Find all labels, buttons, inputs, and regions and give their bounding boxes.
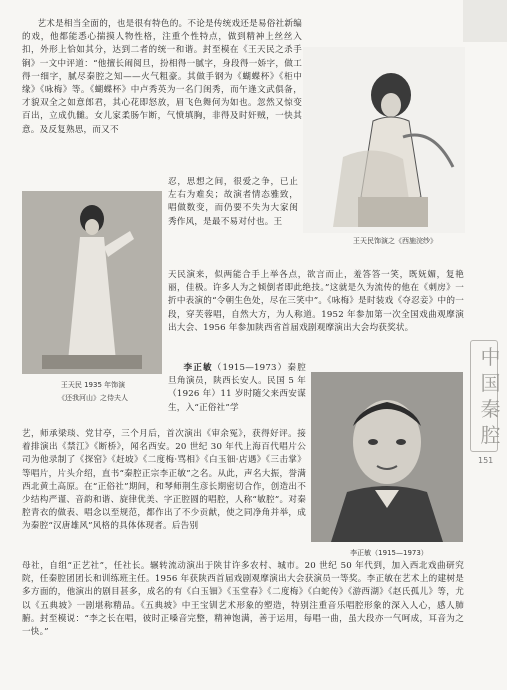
caption-photo-top: 王天民饰演之《西施浣纱》 bbox=[353, 237, 437, 245]
photo-wang-tianmin-xishi bbox=[303, 47, 465, 233]
side-title-char-1: 中 bbox=[480, 345, 501, 369]
paragraph-li-intro: 李正敏（1915—1973）秦腔旦角演员，陕西长安人。民国 5 年（1926 年）11 岁时随父来西安谋生，入“正俗社”学 bbox=[168, 363, 306, 413]
side-title-char-4: 腔 bbox=[480, 423, 501, 447]
paragraph-wang-part1 bbox=[22, 18, 302, 137]
side-tab-decoration bbox=[463, 0, 507, 42]
paragraph-li-body-a: 艺，师承梁琰、党甘亭，三个月后，首次演出《审余冤》，获得好评。接着排演出《禁江》《断桥》，闻名西安。20 世纪 30 年代上海百代唱片公司为他录制了《探窑》《赶坡》《二度梅·骂相》《白玉钿·店遇》《三击掌》等唱片，片头介绍，直书“秦腔正宗李正敏”之名。从此，声名大振，誉满西北黄土高原。在“正俗社”期间，和琴师荆生彦长期密切合作，创造出不少结构严谨、音韵和谐、旋律优美、字正腔圆的唱腔，人称“敏腔”。对秦腔青衣的做表、唱念以至规范，都作出了不少贡献，使之同净角并举，成为秦腔“汉唐雄风”风格的具体体现者。后告别 bbox=[22, 429, 306, 532]
caption-photo-right: 李正敏（1915—1973） bbox=[350, 549, 428, 557]
photo-figure-illustration bbox=[303, 47, 465, 233]
caption-photo-left-line1: 王天民 1935 年饰演 bbox=[60, 381, 126, 389]
caption-photo-left-line2: 《还我河山》之侍夫人 bbox=[58, 394, 128, 402]
side-title-char-2: 国 bbox=[480, 371, 501, 395]
paragraph-wang-part2: 忍，思想之间，很爱之争，已止左右为难矣；故演者情态雅致，唱做数变，而仍要不失为大家闺秀作风，是最不易对付也。王 bbox=[168, 177, 298, 227]
page-number: 151 bbox=[478, 456, 494, 465]
side-title-char-3: 秦 bbox=[480, 397, 501, 421]
name-li-zhengmin: 李正敏 bbox=[183, 363, 213, 373]
photo-figure-illustration-2 bbox=[22, 191, 162, 374]
paragraph-wang-text-a: 艺术是相当全面的，也是很有特色的。不论是传统戏还是易俗社新编的戏，他都能悉心揣摸人物性格，注重个性特点，做到精神上丝丝入扣，外形上恰如其分，达到二者的统一和谐。封至模在《王天民之杀手锏》一文中评道：“他擅长闹阅旦，扮相得一腻字，身段得一娇字，做工得一细字，腻尽秦腔之知——火气粗豪。其做手钢为《蝴蝶杯》《柜中缘》《咏梅》等。《蝴蝶杯》中卢秀英为一名门闺秀，而午逢文武俱备，才貌双全之如意郎君，其心花即怒放，眉飞色舞何为如也。忽然又惊变百出，立成仇雠。女儿家柔肠乍断，气愤填胸，非得及时奸贼，一快其意。及反复熟思，而又不 bbox=[22, 19, 302, 135]
paragraph-wang-part3: 天民演来，似两能合手上举各点，欲言而止，羞答答一笑，既妩媚，复艳丽，佳极。许多人为之倾倒者即此绝技。”这就是久为流传的他在《刺房》一折中表演的“令朝生色处，尽在三笑中”。《咏梅》是时装戏《夺忍妾》中的一段，穿芙蓉唱，自然大方，为人称道。1952 年参加第一次全国戏曲观摩演出大会、1956 年参加陕西省首届戏剧观摩演出大会均获奖状。 bbox=[168, 270, 464, 333]
photo-wang-tianmin-huanwoheshan bbox=[22, 191, 162, 374]
paragraph-li-body-b: 母社，自组“正艺社”，任社长。辗转流动演出于陕甘许多农村、城市。20 世纪 50 年代到，加入西北戏曲研究院，任秦腔团团长和训练班主任。1956 年获陕西首届戏剧观摩演出大会获演员一等奖。李正敏在艺术上的建树是多方面的，他演出的剧目甚多，成名的有《白玉钿》《玉堂春》《二度梅》《白蛇传》《游西湖》《赵氏孤儿》等，尤以《五典坡》一剧堪称精品。《五典坡》中王宝钏艺术形象的塑造，特别注重音乐唱腔形象的深入人心，感人肺腑。封至模说：“李之长在唱，彼时正嗓音完整，精神饱满，善于运用，每唱一曲，虽大段亦一气呵成，耳音为之一快。” bbox=[22, 561, 464, 638]
photo-li-zhengmin bbox=[311, 372, 463, 542]
photo-portrait-illustration bbox=[311, 372, 463, 542]
